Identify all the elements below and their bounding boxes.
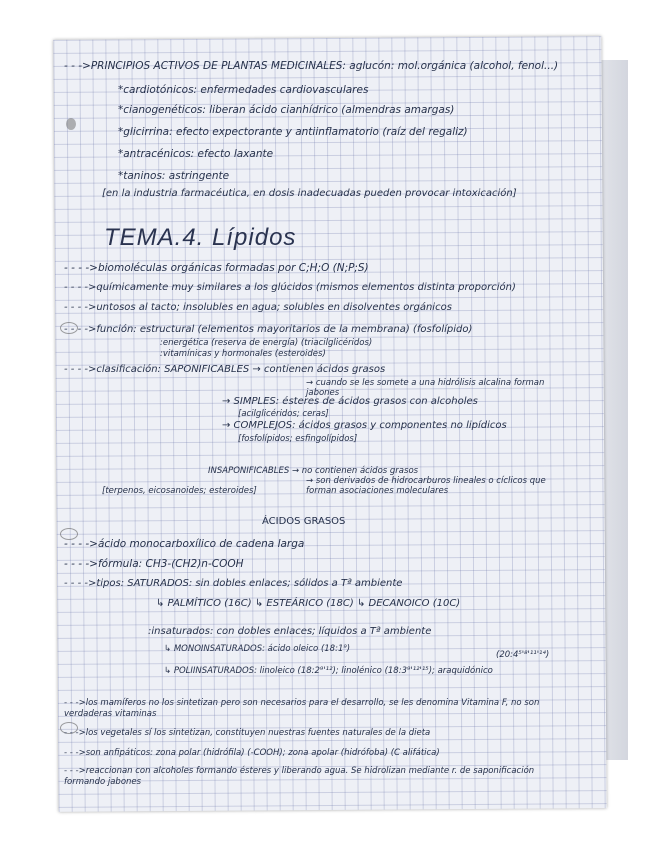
handwritten-line: ↳ PALMÍTICO (16C) ↳ ESTEÁRICO (18C) ↳ DECANOICO (10C) [156, 598, 461, 609]
handwritten-line: - - ->PRINCIPIOS ACTIVOS DE PLANTAS MEDICINALES: aglucón: mol.orgánica (alcohol, fenol...) [64, 60, 559, 72]
handwritten-line: → COMPLEJOS: ácidos grasos y componentes no lipídicos [222, 420, 507, 431]
handwritten-line: (20:4⁵'⁸'¹¹'¹⁴) [496, 650, 550, 660]
handwritten-line: - - ->los mamíferos no los sintetizan pero son necesarios para el desarrollo, se les denomina Vitamina F, no son verdaderas vitaminas [64, 698, 540, 719]
handwritten-line: - - ->son anfipáticos: zona polar (hidrófila) (-COOH); zona apolar (hidrófoba) (C alifática) [64, 748, 440, 758]
handwritten-line: - - - ->untosos al tacto; insolubles en agua; solubles en disolventes orgánicos [64, 302, 452, 313]
handwritten-line: ↳ MONOINSATURADOS: ácido oleico (18:1⁹) [164, 644, 351, 654]
handwritten-line: - - - ->fórmula: CH3-(CH2)n-COOH [64, 558, 244, 570]
handwritten-line: :energética (reserva de energía) (triacilglicéridos) [160, 338, 373, 348]
handwritten-line: *antracénicos: efecto laxante [118, 148, 274, 160]
page-title: TEMA.4. Lípidos [104, 224, 297, 251]
handwritten-line: - - - ->químicamente muy similares a los glúcidos (mismos elementos distinta proporción) [64, 282, 516, 293]
handwritten-line: [fosfolípidos; esfingolípidos] [238, 434, 358, 444]
handwritten-line: *glicirrina: efecto expectorante y antiinflamatorio (raíz del regaliz) [118, 126, 468, 138]
handwritten-line: :vitamínicas y hormonales (esteroides) [160, 349, 326, 359]
handwritten-line: → son derivados de hidrocarburos lineales o cíclicos que forman asociaciones moleculares [306, 476, 546, 496]
handwritten-line: → cuando se les somete a una hidrólisis alcalina forman jabones [306, 378, 545, 398]
binder-hole [66, 118, 76, 130]
handwritten-line: *cardiotónicos: enfermedades cardiovasculares [118, 84, 369, 96]
handwritten-line: - - - ->función: estructural (elementos mayoritarios de la membrana) (fosfolípido) [64, 324, 473, 335]
handwritten-line: :insaturados: con dobles enlaces; líquidos a Tª ambiente [148, 626, 432, 637]
handwritten-line: [acilglicéridos; ceras] [238, 409, 329, 419]
handwritten-line: - - - ->ácido monocarboxílico de cadena larga [64, 538, 305, 550]
handwritten-line: INSAPONIFICABLES → no contienen ácidos grasos [208, 466, 419, 476]
handwritten-line: - - - ->tipos: SATURADOS: sin dobles enlaces; sólidos a Tª ambiente [64, 578, 403, 589]
handwritten-line: - - - ->clasificación: SAPONIFICABLES → contienen ácidos grasos [64, 364, 386, 375]
handwritten-line: → SIMPLES: ésteres de ácidos grasos con alcoholes [222, 396, 478, 407]
handwritten-line: [en la industria farmacéutica, en dosis inadecuadas pueden provocar intoxicación] [102, 188, 517, 199]
handwritten-line: ↳ POLIINSATURADOS: linoleico (18:2⁹'¹²); linolénico (18:3⁹'¹²'¹⁵); araquidónico [164, 666, 493, 676]
handwritten-line: *cianogenéticos: liberan ácido cianhídrico (almendras amargas) [118, 104, 455, 116]
handwritten-line: [terpenos, eicosanoides; esteroides] [102, 486, 257, 496]
section-heading: ÁCIDOS GRASOS [262, 516, 346, 527]
handwritten-line: - - ->reaccionan con alcoholes formando ésteres y liberando agua. Se hidrolizan mediante r. de saponificación formando jabones [64, 766, 535, 787]
handwritten-line: *taninos: astringente [118, 170, 230, 182]
handwritten-line: - - - ->biomoléculas orgánicas formadas por C;H;O (N;P;S) [64, 262, 369, 274]
handwritten-line: - - ->los vegetales sí los sintetizan, constituyen nuestras fuentes naturales de la dieta [64, 728, 431, 738]
